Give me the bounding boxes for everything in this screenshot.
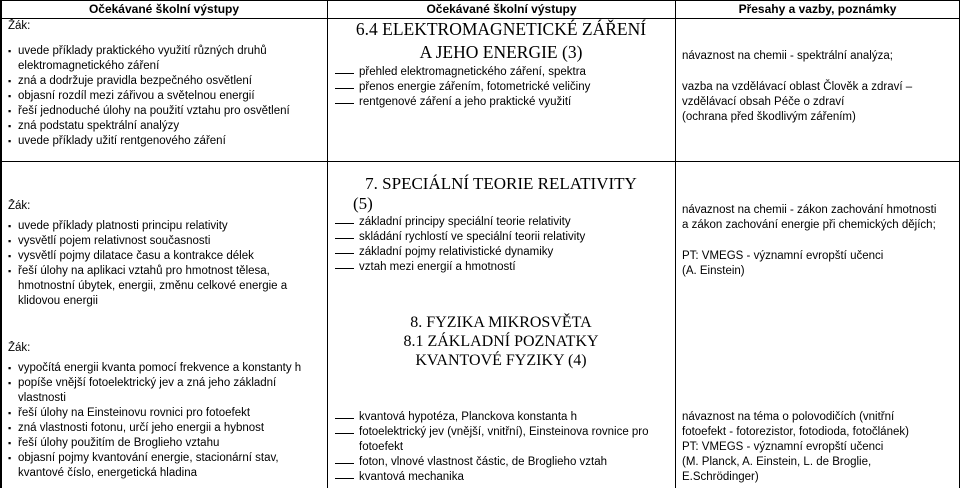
block3-content-list bbox=[333, 410, 673, 485]
list-item: základní pojmy relativistické dynamiky bbox=[333, 245, 673, 260]
list-item: kvantová hypotéza, Planckova konstanta h bbox=[333, 410, 673, 425]
block3-outcome-list bbox=[8, 361, 324, 481]
block1-content-list bbox=[333, 65, 673, 110]
list-item: ▪ vypočítá energii kvanta pomocí frekvence a konstanty h bbox=[8, 361, 324, 376]
block3-section-title: 8. FYZIKA MIKROSVĚTA bbox=[410, 314, 592, 331]
block2-note: (A. Einstein) bbox=[682, 265, 745, 277]
list-item: vztah mezi energií a hmotností bbox=[333, 260, 673, 275]
list-item: přenos energie zářením, fotometrické veličiny bbox=[333, 80, 673, 95]
header-col-content: Očekávané školní výstupy bbox=[426, 2, 577, 16]
block1-note: vzdělávací obsah Péče o zdraví bbox=[682, 96, 845, 108]
block1-content bbox=[333, 65, 673, 115]
list-item: rentgenové záření a jeho praktické využití bbox=[333, 95, 673, 110]
list-item: ▪ uvede příklady praktického využití různých druhů elektromagnetického záření bbox=[8, 44, 324, 74]
list-item: ▪ uvede příklady platnosti principu relativity bbox=[8, 219, 324, 234]
list-item: ▪ řeší úlohy použitím de Broglieho vztahu bbox=[8, 436, 324, 451]
block1-outcomes bbox=[8, 19, 324, 159]
column-divider-1 bbox=[327, 0, 328, 488]
list-item: ▪ popíše vnější fotoelektrický jev a zná jeho základní vlastnosti bbox=[8, 376, 324, 406]
block2-note: PT: VMEGS - významní evropští učenci bbox=[682, 250, 884, 262]
list-item: ▪ řeší úlohy na Einsteinovu rovnici pro fotoefekt bbox=[8, 406, 324, 421]
block2-content-list bbox=[333, 215, 673, 275]
list-item: ▪ objasní rozdíl mezi zářivou a světelnou energií bbox=[8, 89, 324, 104]
list-item: skládání rychlostí ve speciální teorii relativity bbox=[333, 230, 673, 245]
block3-note: fotoefekt - fotorezistor, fotodioda, fotočlánek) bbox=[682, 426, 909, 438]
list-item: přehled elektromagnetického záření, spektra bbox=[333, 65, 673, 80]
list-item: ▪ zná vlastnosti fotonu, určí jeho energii a hybnost bbox=[8, 421, 324, 436]
list-item: ▪ zná podstatu spektrální analýzy bbox=[8, 119, 324, 134]
list-item: základní principy speciální teorie relativity bbox=[333, 215, 673, 230]
block2-topic-title bbox=[329, 174, 673, 216]
block2-note: a zákon zachování energie při chemických dějích; bbox=[682, 219, 936, 231]
header-col-outcomes: Očekávané školní výstupy bbox=[88, 2, 240, 16]
block3-note: (M. Planck, A. Einstein, L. de Broglie, bbox=[682, 456, 872, 468]
block1-notes bbox=[682, 49, 957, 129]
list-item: ▪ zná a dodržuje pravidla bezpečného osvětlení bbox=[8, 74, 324, 89]
block3-note: návaznost na téma o polovodičích (vnitřní bbox=[682, 411, 895, 423]
block1-note: vazba na vzdělávací oblast Člověk a zdraví – bbox=[682, 81, 913, 93]
block3-note: E.Schrödinger) bbox=[682, 471, 759, 483]
list-item: fotoelektrický jev (vnější, vnitřní), Einsteinova rovnice pro fotoefekt bbox=[333, 425, 673, 455]
list-item: foton, vlnové vlastnost částic, de Broglieho vztah bbox=[333, 455, 673, 470]
block2-notes bbox=[682, 203, 957, 293]
block3-outcomes bbox=[8, 341, 324, 488]
list-item: ▪ vysvětlí pojmy dilatace času a kontrakce délek bbox=[8, 249, 324, 264]
block2-note: návaznost na chemii - zákon zachování hmotnosti bbox=[682, 204, 937, 216]
block1-title-line2: A JEHO ENERGIE (3) bbox=[419, 42, 583, 62]
block1-outcome-list bbox=[8, 44, 324, 149]
header-col-notes: Přesahy a vazby, poznámky bbox=[738, 2, 897, 16]
column-divider-2 bbox=[675, 0, 676, 488]
list-item: ▪ řeší jednoduché úlohy na použití vztahu pro osvětlení bbox=[8, 104, 324, 119]
block2-content bbox=[333, 215, 673, 279]
block3-title-line2: KVANTOVÉ FYZIKY (4) bbox=[415, 352, 587, 369]
list-item: ▪ uvede příklady užití rentgenového záření bbox=[8, 134, 324, 149]
block3-note: PT: VMEGS - významní evropští učenci bbox=[682, 441, 884, 453]
list-item: ▪ objasní pojmy kvantování energie, stacionární stav, kvantové číslo, energetická hladina bbox=[8, 451, 324, 481]
block2-title-line1: 7. SPECIÁLNÍ TEORIE RELATIVITY bbox=[365, 174, 637, 193]
block3-notes bbox=[682, 410, 957, 488]
block1-note: (ochrana před škodlivým zářením) bbox=[682, 111, 856, 123]
list-item: ▪ řeší úlohy na aplikaci vztahů pro hmotnost tělesa, hmotnostní úbytek, energii, změnu celkové energie a klidovou energii bbox=[8, 264, 324, 309]
block1-note: návaznost na chemii - spektrální analýza; bbox=[682, 50, 893, 62]
block3-title-line1: 8.1 ZÁKLADNÍ POZNATKY bbox=[403, 333, 599, 350]
block3-topic-title bbox=[329, 313, 673, 379]
block2-zak-label: Žák: bbox=[8, 200, 31, 212]
block1-zak-label: Žák: bbox=[8, 20, 31, 32]
block1-topic-title bbox=[329, 19, 673, 65]
block2-outcomes bbox=[8, 199, 324, 319]
list-item: ▪ vysvětlí pojem relativnost současnosti bbox=[8, 234, 324, 249]
block2-outcome-list bbox=[8, 219, 324, 309]
block3-zak-label: Žák: bbox=[8, 342, 31, 354]
block2-title-line2: (5) bbox=[353, 194, 373, 213]
block3-content bbox=[333, 410, 673, 488]
block1-title-line1: 6.4 ELEKTROMAGNETICKÉ ZÁŘENÍ bbox=[355, 19, 647, 39]
list-item: kvantová mechanika bbox=[333, 470, 673, 485]
row-divider-1 bbox=[1, 161, 959, 162]
table-border-left bbox=[1, 0, 2, 488]
